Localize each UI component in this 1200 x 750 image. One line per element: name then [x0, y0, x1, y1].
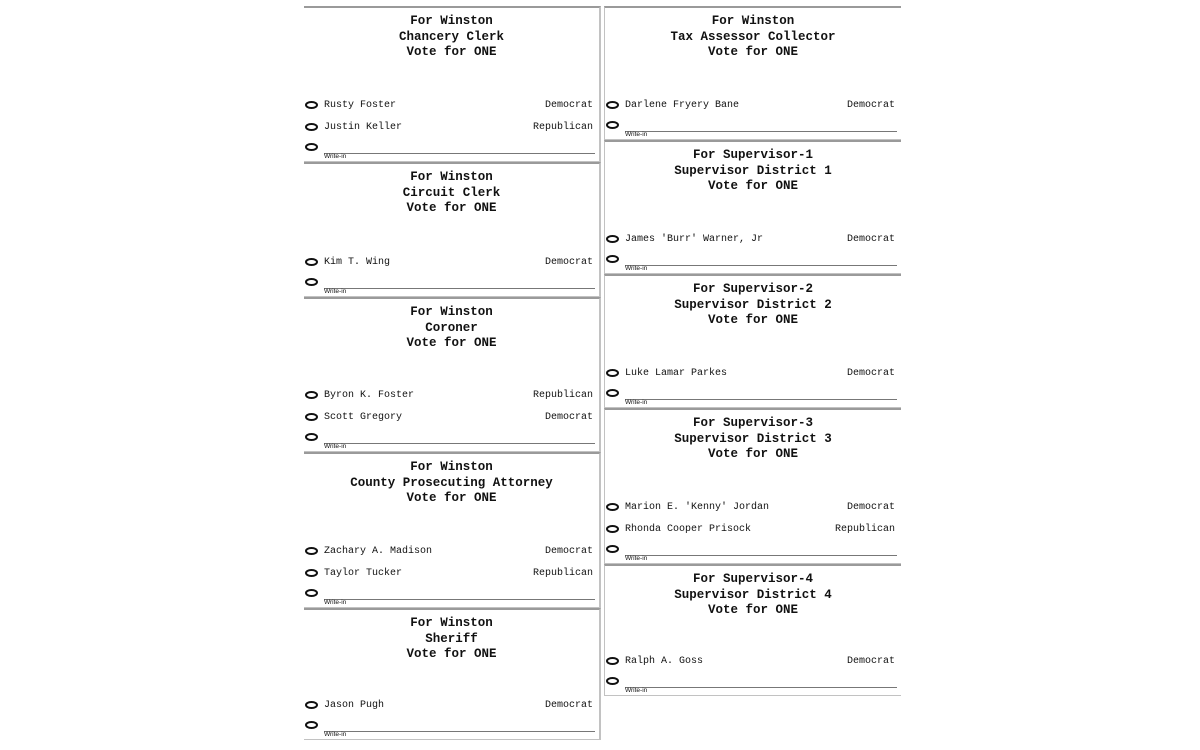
candidate-name: James 'Burr' Warner, Jr: [625, 234, 764, 245]
vote-oval[interactable]: [606, 369, 619, 377]
contest-header: [605, 410, 901, 463]
candidate-party: Republican: [834, 524, 895, 535]
vote-oval[interactable]: [305, 413, 318, 421]
candidate-name: Taylor Tucker: [324, 568, 403, 579]
vote-oval[interactable]: [606, 677, 619, 685]
contest-office: County Prosecuting Attorney: [350, 475, 553, 490]
vote-oval[interactable]: [606, 545, 619, 553]
contest-supervisor-district-4: [604, 564, 901, 696]
contest-header: [605, 566, 901, 619]
candidate-party: Democrat: [846, 502, 895, 513]
candidate-option[interactable]: [605, 95, 901, 117]
contest-jurisdiction: For Winston: [410, 14, 493, 28]
contest-chancery-clerk: [304, 6, 601, 162]
candidate-option[interactable]: [304, 541, 599, 563]
candidate-party: Democrat: [846, 100, 895, 111]
contest-jurisdiction: For Supervisor-4: [692, 572, 814, 586]
write-in-option[interactable]: [605, 673, 901, 695]
write-in-option[interactable]: [304, 429, 599, 451]
write-in-label: Write-in: [324, 153, 347, 160]
candidate-party: Democrat: [544, 100, 593, 111]
candidate-name: Rusty Foster: [324, 100, 397, 111]
contest-header: [304, 454, 599, 507]
candidate-party: Democrat: [544, 412, 593, 423]
candidate-party: Democrat: [846, 234, 895, 245]
vote-oval[interactable]: [606, 121, 619, 129]
contest-jurisdiction: For Winston: [711, 14, 795, 28]
candidate-party: Republican: [532, 122, 593, 133]
write-in-label: Write-in: [625, 687, 648, 694]
vote-oval[interactable]: [305, 101, 318, 109]
candidate-party: Republican: [532, 568, 593, 579]
candidate-party: Republican: [532, 390, 593, 401]
contest-header: [304, 8, 599, 61]
write-in-option[interactable]: [605, 251, 901, 273]
write-in-option[interactable]: [304, 274, 599, 296]
write-in-label: Write-in: [625, 399, 648, 406]
contest-header: [304, 299, 599, 352]
contest-tax-assessor-collector: [604, 6, 901, 140]
contest-office: Supervisor District 4: [674, 587, 832, 602]
candidate-name: Jason Pugh: [324, 700, 385, 711]
write-in-line[interactable]: [625, 265, 897, 266]
candidate-option[interactable]: [304, 385, 599, 407]
vote-oval[interactable]: [606, 389, 619, 397]
candidate-name: Justin Keller: [324, 122, 403, 133]
candidate-option[interactable]: [304, 563, 599, 585]
vote-oval[interactable]: [305, 569, 318, 577]
contest-jurisdiction: For Supervisor-3: [692, 416, 814, 430]
contest-office: Supervisor District 1: [674, 163, 832, 178]
candidate-option[interactable]: [605, 519, 901, 541]
write-in-line[interactable]: [625, 131, 897, 132]
ballot-column-left: [304, 6, 601, 740]
vote-oval[interactable]: [606, 525, 619, 533]
candidate-option[interactable]: [605, 363, 901, 385]
candidate-party: Democrat: [544, 546, 593, 557]
candidate-name: Darlene Fryery Bane: [625, 100, 740, 111]
candidate-name: Scott Gregory: [324, 412, 403, 423]
write-in-label: Write-in: [625, 265, 648, 272]
contest-sheriff: [304, 608, 601, 740]
contest-options: [605, 497, 901, 563]
contest-instruction: Vote for ONE: [406, 491, 497, 505]
write-in-label: Write-in: [625, 555, 648, 562]
write-in-option[interactable]: [605, 385, 901, 407]
contest-coroner: [304, 297, 601, 452]
contest-options: [605, 651, 901, 695]
vote-oval[interactable]: [305, 123, 318, 131]
vote-oval[interactable]: [305, 143, 318, 151]
write-in-line[interactable]: [324, 731, 595, 732]
candidate-name: Kim T. Wing: [324, 257, 391, 268]
contest-header: [605, 276, 901, 329]
write-in-option[interactable]: [605, 117, 901, 139]
write-in-label: Write-in: [324, 288, 347, 295]
contest-options: [605, 229, 901, 273]
contest-office: Coroner: [425, 320, 478, 335]
vote-oval[interactable]: [606, 657, 619, 665]
contest-instruction: Vote for ONE: [406, 201, 497, 215]
write-in-line[interactable]: [324, 288, 595, 289]
contest-jurisdiction: For Winston: [410, 460, 493, 474]
candidate-option[interactable]: [605, 651, 901, 673]
write-in-label: Write-in: [324, 599, 347, 606]
candidate-option[interactable]: [304, 95, 599, 117]
contest-instruction: Vote for ONE: [707, 603, 798, 617]
write-in-line[interactable]: [625, 687, 897, 688]
contest-jurisdiction: For Winston: [410, 305, 493, 319]
write-in-option[interactable]: [304, 585, 599, 607]
write-in-option[interactable]: [304, 717, 599, 739]
vote-oval[interactable]: [305, 433, 318, 441]
contest-options: [304, 252, 599, 296]
candidate-option[interactable]: [304, 695, 599, 717]
contest-options: [304, 95, 599, 161]
write-in-line[interactable]: [625, 555, 897, 556]
vote-oval[interactable]: [305, 258, 318, 266]
candidate-name: Zachary A. Madison: [324, 546, 433, 557]
contest-circuit-clerk: [304, 162, 601, 297]
vote-oval[interactable]: [305, 278, 318, 286]
contest-options: [605, 363, 901, 407]
contest-instruction: Vote for ONE: [406, 647, 497, 661]
vote-oval[interactable]: [305, 391, 318, 399]
contest-options: [605, 95, 901, 139]
write-in-option[interactable]: [304, 139, 599, 161]
write-in-line[interactable]: [324, 599, 595, 600]
contest-office: Supervisor District 2: [674, 297, 832, 312]
vote-oval[interactable]: [606, 101, 619, 109]
contest-supervisor-district-1: [604, 140, 901, 274]
contest-header: [605, 142, 901, 195]
candidate-name: Rhonda Cooper Prisock: [625, 524, 752, 535]
contest-supervisor-district-2: [604, 274, 901, 408]
contest-supervisor-district-3: [604, 408, 901, 564]
candidate-party: Democrat: [846, 656, 895, 667]
contest-instruction: Vote for ONE: [707, 447, 798, 461]
contest-county-prosecuting-attorney: [304, 452, 601, 608]
write-in-label: Write-in: [625, 131, 648, 138]
write-in-label: Write-in: [324, 443, 347, 450]
contest-options: [304, 695, 599, 739]
write-in-label: Write-in: [324, 731, 347, 738]
vote-oval[interactable]: [305, 701, 318, 709]
vote-oval[interactable]: [305, 547, 318, 555]
write-in-line[interactable]: [324, 443, 595, 444]
vote-oval[interactable]: [606, 235, 619, 243]
contest-header: [304, 164, 599, 217]
candidate-option[interactable]: [304, 407, 599, 429]
candidate-name: Ralph A. Goss: [625, 656, 704, 667]
contest-header: [605, 8, 901, 61]
candidate-name: Marion E. 'Kenny' Jordan: [625, 502, 770, 513]
contest-jurisdiction: For Winston: [410, 170, 493, 184]
vote-oval[interactable]: [305, 721, 318, 729]
contest-jurisdiction: For Supervisor-2: [692, 282, 814, 296]
contest-office: Circuit Clerk: [402, 185, 501, 200]
contest-office: Sheriff: [425, 631, 478, 646]
candidate-party: Democrat: [544, 257, 593, 268]
candidate-name: Luke Lamar Parkes: [625, 368, 728, 379]
contest-instruction: Vote for ONE: [406, 45, 497, 59]
contest-jurisdiction: For Supervisor-1: [692, 148, 814, 162]
contest-instruction: Vote for ONE: [707, 179, 798, 193]
write-in-line[interactable]: [625, 399, 897, 400]
contest-instruction: Vote for ONE: [707, 313, 798, 327]
candidate-party: Democrat: [544, 700, 593, 711]
contest-options: [304, 541, 599, 607]
contest-options: [304, 385, 599, 451]
candidate-option[interactable]: [605, 229, 901, 251]
vote-oval[interactable]: [606, 255, 619, 263]
contest-jurisdiction: For Winston: [410, 616, 493, 630]
candidate-party: Democrat: [846, 368, 895, 379]
candidate-option[interactable]: [304, 117, 599, 139]
contest-instruction: Vote for ONE: [707, 45, 798, 59]
contest-office: Chancery Clerk: [398, 29, 505, 44]
contest-header: [304, 610, 599, 663]
contest-office: Supervisor District 3: [674, 431, 832, 446]
contest-office: Tax Assessor Collector: [670, 29, 836, 44]
write-in-option[interactable]: [605, 541, 901, 563]
candidate-option[interactable]: [304, 252, 599, 274]
candidate-option[interactable]: [605, 497, 901, 519]
vote-oval[interactable]: [305, 589, 318, 597]
contest-instruction: Vote for ONE: [406, 336, 497, 350]
write-in-line[interactable]: [324, 153, 595, 154]
vote-oval[interactable]: [606, 503, 619, 511]
candidate-name: Byron K. Foster: [324, 390, 415, 401]
ballot-column-right: [604, 6, 901, 696]
